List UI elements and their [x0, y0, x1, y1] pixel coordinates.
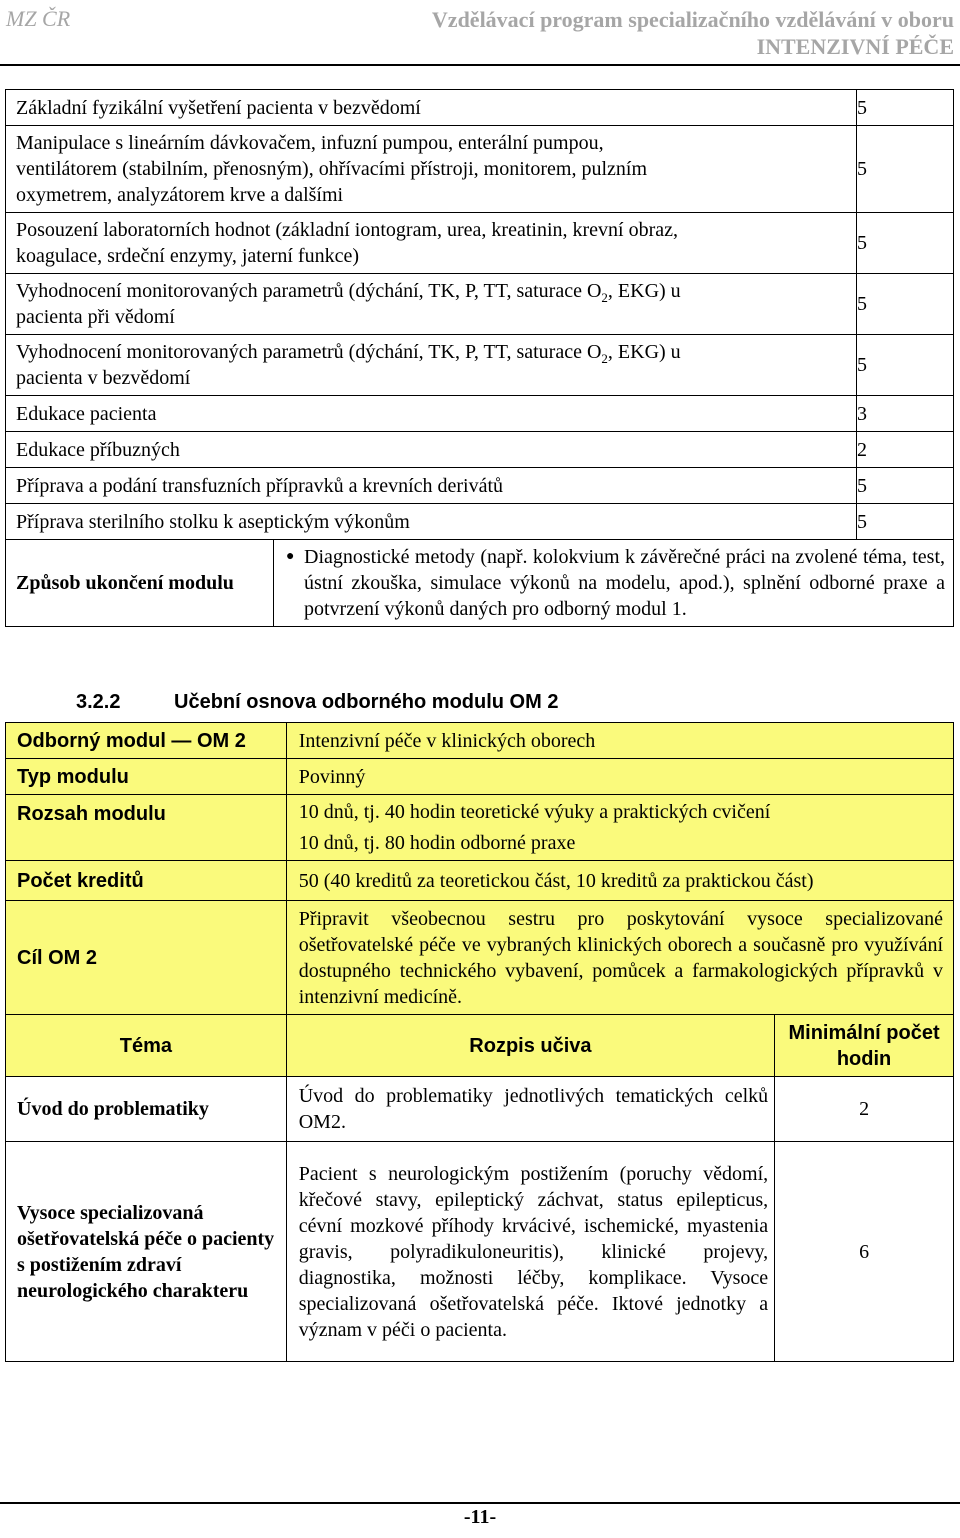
bullet-icon: ●: [286, 549, 295, 564]
skill-count: 5: [857, 90, 954, 126]
table-row: [6, 468, 954, 504]
end-cell: [274, 540, 954, 627]
skill-text: Edukace pacienta: [6, 396, 857, 432]
module-table: [5, 722, 954, 1362]
skill-count: 5: [857, 335, 954, 396]
col-header-rozpis: Rozpis učiva: [286, 1015, 774, 1077]
table-row: [6, 335, 954, 396]
page-number: -11-: [463, 1506, 497, 1528]
section-number: 3.2.2: [76, 691, 121, 713]
kredity-label: Počet kreditů: [6, 861, 287, 901]
table-row: [6, 1077, 954, 1142]
typ-label: Typ modulu: [6, 759, 287, 795]
subscript: 2: [601, 290, 608, 305]
table-row: [6, 504, 954, 540]
topic-rozpis: Úvod do problematiky jednotlivých tematických celků OM2.: [286, 1077, 774, 1142]
modul-label: Odborný modul — OM 2: [6, 723, 287, 759]
table-row: [6, 1015, 954, 1077]
end-label: Způsob ukončení modulu: [6, 540, 274, 627]
skill-text: Příprava sterilního stolku k aseptickým výkonům: [6, 504, 857, 540]
table-row: [6, 274, 954, 335]
topic-hodin: 6: [775, 1142, 954, 1362]
skill-count: 5: [857, 468, 954, 504]
table-row: [6, 213, 954, 274]
subscript: 2: [601, 351, 608, 366]
end-text: Diagnostické metody (např. kolokvium k závěrečné práci na zvolené téma, test, ústní zkouška, simulace výkonů na modelu, apod.), splnění odborné praxe a potvrzení výkonů daných pro odborný modul 1.: [304, 546, 945, 620]
col-header-tema: Téma: [6, 1015, 287, 1077]
table-row: [6, 861, 954, 901]
col-header-hodin: Minimální počet hodin: [775, 1015, 954, 1077]
skill-count: 5: [857, 126, 954, 213]
header-title-line2: INTENZIVNÍ PÉČE: [756, 34, 954, 59]
kredity-value: 50 (40 kreditů za teoretickou část, 10 kreditů za praktickou část): [286, 861, 953, 901]
skill-text: [6, 274, 857, 335]
skill-text: Příprava a podání transfuzních přípravků a krevních derivátů: [6, 468, 857, 504]
table-row: [6, 396, 954, 432]
table-row: [6, 795, 954, 861]
table-row: [6, 901, 954, 1015]
skill-text-b: , EKG) u pacienta při vědomí: [16, 280, 681, 328]
skill-text-a: Vyhodnocení monitorovaných parametrů (dýchání, TK, P, TT, saturace O: [16, 341, 602, 363]
table-row: [6, 90, 954, 126]
header-right: [432, 6, 954, 60]
page-header: [0, 0, 960, 62]
skill-text: [6, 335, 857, 396]
topic-rozpis: Pacient s neurologickým postižením (poruchy vědomí, křečové stavy, epileptický záchvat, status epilepticus, cévní mozkové příhody krvácivé, ischemické, myastenia gravis, polyradikuloneuritis), klinické projevy, diagnostika, možnosti léčby, komplikace. Vysoce specializovaná ošetřovatelská péče. Iktové jednotky a význam v péči o pacienta.: [286, 1142, 774, 1362]
table-row: [6, 432, 954, 468]
skill-text: Základní fyzikální vyšetření pacienta v bezvědomí: [6, 90, 857, 126]
table-row: [6, 723, 954, 759]
skill-count: 5: [857, 504, 954, 540]
topic-hodin: 2: [775, 1077, 954, 1142]
rozsah-line1: 10 dnů, tj. 40 hodin teoretické výuky a praktických cvičení: [298, 800, 771, 823]
skill-text-a: Vyhodnocení monitorovaných parametrů (dýchání, TK, P, TT, saturace O: [16, 280, 602, 302]
section-title: Učební osnova odborného modulu OM 2: [174, 691, 559, 713]
skill-text-b: , EKG) u pacienta v bezvědomí: [16, 341, 681, 389]
table-row: [6, 1142, 954, 1362]
table-row: [6, 540, 954, 627]
header-rule: [0, 64, 960, 66]
skill-count: 2: [857, 432, 954, 468]
cil-label: Cíl OM 2: [6, 901, 287, 1015]
rozsah-label: Rozsah modulu: [6, 795, 287, 861]
table-row: [6, 126, 954, 213]
cil-value: Připravit všeobecnou sestru pro poskytování vysoce specializované ošetřovatelské péče ve vybraných klinických oborech a současně pro využívání dostupného technického vybavení, pomůcek a farmakologických přípravků v intenzivní medicíně.: [286, 901, 953, 1015]
header-left: MZ ČR: [6, 6, 71, 31]
topic-tema: Úvod do problematiky: [6, 1077, 287, 1142]
modul-value: Intenzivní péče v klinických oborech: [286, 723, 953, 759]
typ-value: Povinný: [286, 759, 953, 795]
header-title-line1: Vzdělávací program specializačního vzdělávání v oboru: [431, 7, 954, 32]
section-heading: [76, 691, 558, 714]
footer-rule: [0, 1502, 960, 1504]
skill-text: Posouzení laboratorních hodnot (základní iontogram, urea, kreatinin, krevní obraz, koagulace, srdeční enzymy, jaterní funkce): [6, 213, 857, 274]
table-row: [6, 759, 954, 795]
rozsah-value: [286, 795, 953, 861]
end-bullet: [274, 540, 953, 626]
skills-table: [5, 89, 954, 627]
skill-count: 5: [857, 274, 954, 335]
rozsah-line2: 10 dnů, tj. 80 hodin odborné praxe: [298, 831, 576, 854]
skill-text: Manipulace s lineárním dávkovačem, infuzní pumpou, enterální pumpou, ventilátorem (stabilním, přenosným), ohřívacími přístroji, monitorem, pulzním oxymetrem, analyzátorem krve a dalšími: [6, 126, 857, 213]
skill-count: 5: [857, 213, 954, 274]
skill-text: Edukace příbuzných: [6, 432, 857, 468]
topic-tema: Vysoce specializovaná ošetřovatelská péče o pacienty s postižením zdraví neurologického charakteru: [6, 1142, 287, 1362]
skill-count: 3: [857, 396, 954, 432]
